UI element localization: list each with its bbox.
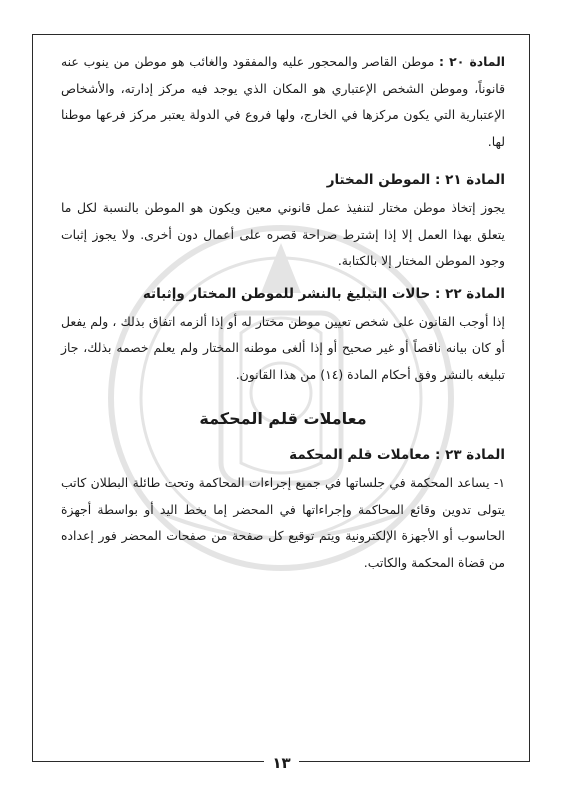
article-21-body: يجوز إتخاذ موطن مختار لتنفيذ عمل قانوني معين ويكون هو الموطن بالنسبة لكل ما يتعلق بهذا العمل إلا إذا إشترط صراحة قصره على أعمال دون أخرى. ولا يجوز إثبات وجود الموطن المختار إلا بالكتابة. — [61, 200, 505, 268]
article-20-body: موطن القاصر والمحجور عليه والمفقود والغائب هو موطن من ينوب عنه قانوناً، وموطن الشخص الإعتباري هو المكان الذي يوجد فيه مركز إدارته، والأشخاص الإعتبارية التي يكون مركزها في الخارج، ولها فروع في الدولة يعتبر مركز فرعها موطنا لها. — [61, 54, 505, 149]
page-content — [61, 49, 505, 576]
page-number-text: ١٣ — [264, 754, 298, 772]
article-22-heading: المادة ٢٢ : حالات التبليغ بالنشر للموطن المختار وإثباته — [142, 285, 505, 302]
page-border — [32, 34, 530, 762]
article-21-heading: المادة ٢١ : الموطن المختار — [326, 172, 505, 188]
page-number — [0, 754, 563, 772]
article-20-label: المادة ٢٠ : — [439, 54, 505, 69]
section-title: معاملات قلم المحكمة — [199, 409, 367, 428]
article-22-body: إذا أوجب القانون على شخص تعيين موطن مختار له أو إذا ألزمه اتفاق بذلك ، ولم يفعل أو كان بيانه ناقصاً أو غير صحيح أو إذا ألغى موطنه المختار ولم يعلم خصمه بذلك، جاز تبليغه بالنشر وفق أحكام المادة (١٤) من هذا القانون. — [61, 313, 505, 382]
article-23-heading: المادة ٢٣ : معاملات قلم المحكمة — [289, 447, 505, 463]
article-23-item-1: ١- يساعد المحكمة في جلساتها في جميع إجراءات المحاكمة وتحت طائلة البطلان كاتب يتولى تدوين وقائع المحاكمة وإجراءاتها في المحضر إما بخط اليد أو بواسطة أجهزة الحاسوب أو الأجهزة الإلكترونية ويتم توقيع كل صفحة من صفحات المحضر فور إعداده من قضاة المحكمة والكاتب. — [61, 475, 505, 570]
article-20 — [61, 49, 505, 155]
